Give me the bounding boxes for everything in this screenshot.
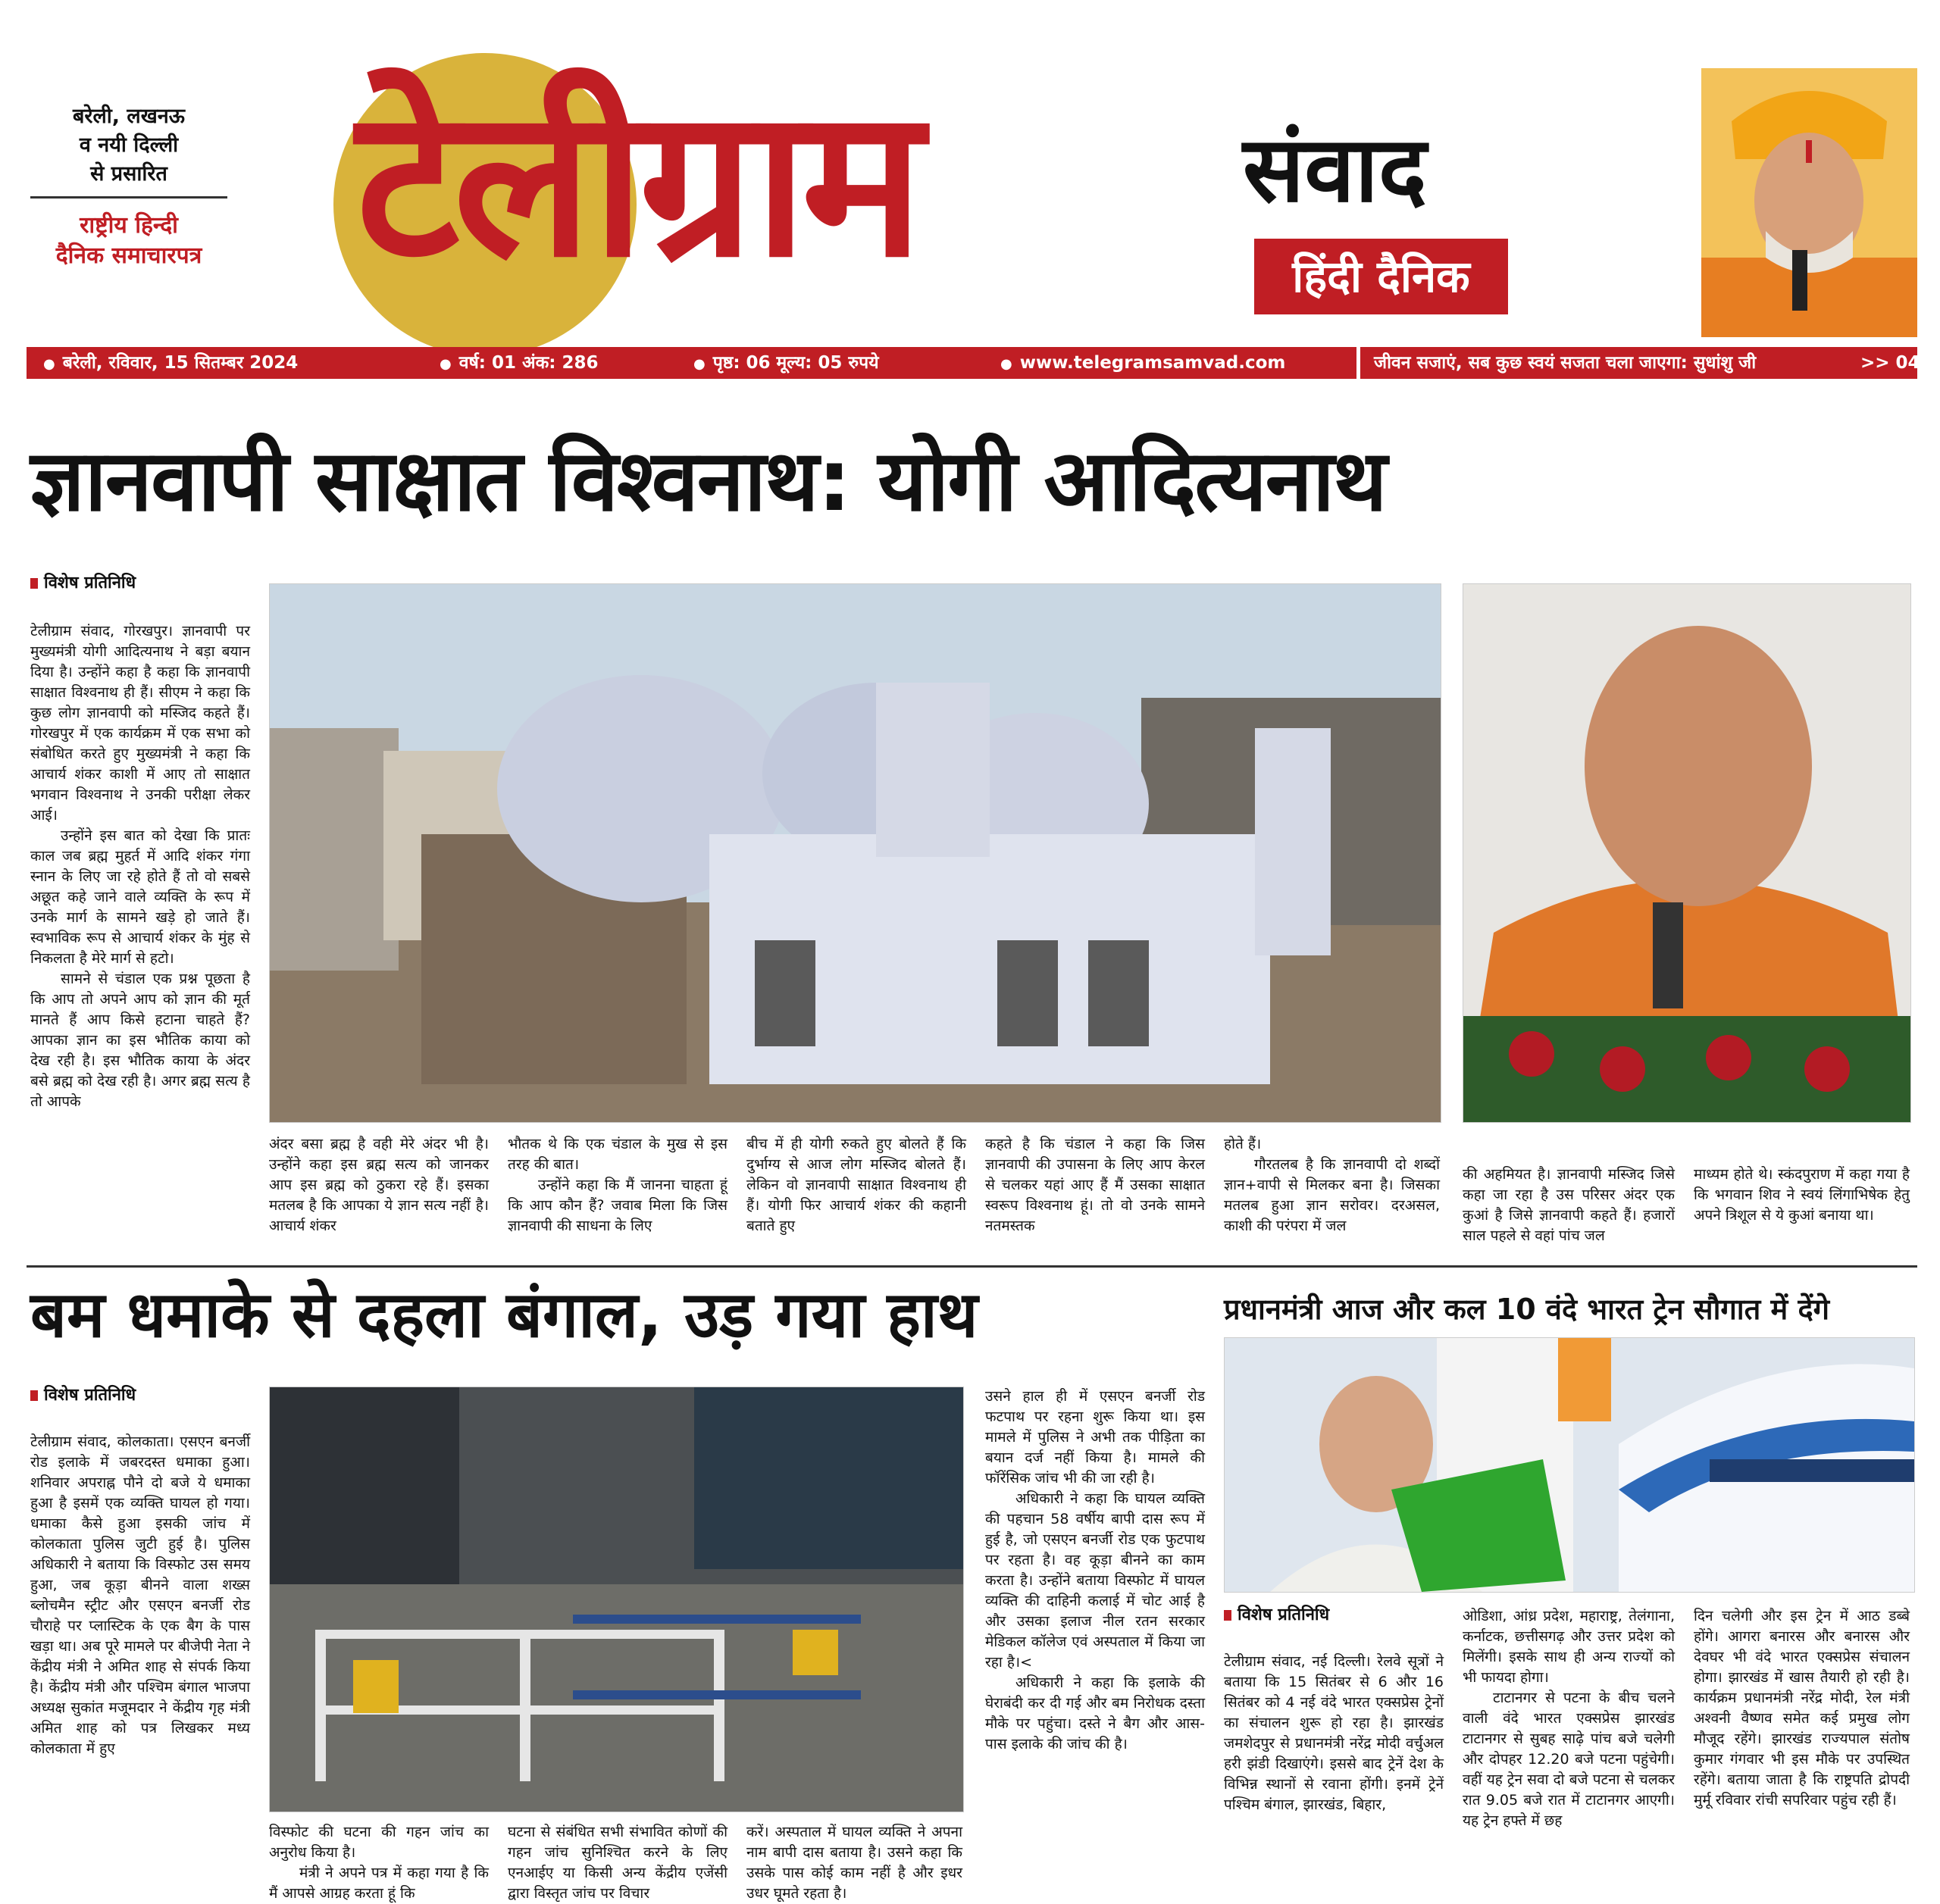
edition-line-2: व नयी दिल्ली (79, 133, 179, 157)
story1-column-7: की अहमियत है। ज्ञानवापी मस्जिद जिसे कहा जा रहा है उस परिसर अंदर एक कुआं है जिसे ज्ञानवापी कहते हैं। हजारों साल पहले से वहां पांच जल (1463, 1166, 1675, 1244)
story2-column-5 (985, 1387, 1205, 1755)
story1-column-4: बीच में ही योगी रुकते हुए बोलते हैं कि दुर्भाग्य से आज लोग मस्जिद बोलते हैं। लेकिन वो ज्ञानवापी साक्षात विश्वनाथ ही हैं। योगी फिर आचार्य शंकर की कहानी बताते हुए (746, 1136, 966, 1234)
edition-line-1: बरेली, लखनऊ (73, 105, 185, 128)
story1-col3-para-2: उन्होंने कहा कि मैं जानना चाहता हूं कि आप कौन हैं? जवाब मिला कि जिस ज्ञानवापी की साधना के लिए (508, 1177, 728, 1234)
kolkata-blast-photo (269, 1387, 964, 1812)
story1-col1-para-1: टेलीग्राम संवाद, गोरखपुर। ज्ञानवापी पर मुख्यमंत्री योगी आदित्यनाथ ने बड़ा बयान दिया है। उन्होंने कहा है कहा कि ज्ञानवापी साक्षात विश्वनाथ ही हैं। सीएम ने कहा कि कुछ लोग ज्ञानवापी को मस्जिद कहते हैं। गोरखपुर में एक कार्यक्रम में एक सभा को संबोधित करते हुए मुख्यमंत्री ने कहा कि आचार्य शंकर काशी में आए तो साक्षात भगवान विश्वनाथ ने उनकी परीक्षा लेकर आई। (30, 623, 250, 824)
section-divider (27, 1265, 1917, 1268)
story3-byline: विशेष प्रतिनिधि (1224, 1604, 1329, 1627)
story1-column-6 (1224, 1134, 1440, 1237)
story2-column-4: करें। अस्पताल में घायल व्यक्ति ने अपना नाम बापी दास बताया है। उसने कहा कि उसके पास कोई काम नहीं है और इधर उधर घूमते रहता है। (746, 1824, 962, 1902)
story3-col2-para-1: ओडिशा, आंध्र प्रदेश, महाराष्ट्र, तेलंगाना, कर्नाटक, छत्तीसगढ़ और उत्तर प्रदेश को मिलेंगी। इसके साथ ही अन्य राज्यों को भी फायदा होगा। (1463, 1608, 1675, 1686)
story1-byline: विशेष प्रतिनिधि (30, 572, 136, 595)
story2-column-3: घटना से संबंधित सभी संभावित कोणों की गहन जांच सुनिश्चित करने के लिए एनआईए या किसी अन्य केंद्रीय एजेंसी द्वारा विस्तृत जांच पर विचार (508, 1824, 728, 1902)
story2-column-1 (30, 1432, 250, 1759)
story1-col1-para-3: सामने से चंडाल एक प्रश्न पूछता है कि आप तो अपने आप को ज्ञान की मूर्त मानते हैं आप किसे हटाना चाहते हैं? आपका ज्ञान का इस भौतिक काया को देख रही है। इस भौतिक काया के अंदर बसे ब्रह्म को देख रही है। अगर ब्रह्म सत्य है तो आपके (30, 971, 250, 1110)
story2-headline: बम धमाके से दहला बंगाल, उड़ गया हाथ (30, 1277, 978, 1352)
gyanvapi-photo (269, 583, 1441, 1123)
place-date: ● बरेली, रविवार, 15 सितम्बर 2024 (43, 347, 298, 380)
pages-price: ● पृष्ठ: 06 मूल्य: 05 रुपये (693, 347, 879, 380)
edition-divider (30, 196, 227, 199)
story1-column-5: कहते है कि चंडाल ने कहा कि जिस ज्ञानवापी की उपासना के लिए आप केरल से चलकर यहां आए हैं मैं उसका साक्षात स्वरूप विश्वनाथ हूं। तो वो उनके सामने नतमस्तक (985, 1136, 1205, 1234)
story3-headline: प्रधानमंत्री आज और कल 10 वंदे भारत ट्रेन सौगात में देंगे (1224, 1293, 1830, 1326)
story1-col6-para-1: होते हैं। (1224, 1136, 1262, 1152)
story3-col1-para-1: टेलीग्राम संवाद, नई दिल्ली। रेलवे सूत्रों ने बताया कि 15 सितंबर से 6 और 16 सितंबर को 4 नई वंदे भारत एक्सप्रेस ट्रेनों का संचालन शुरू हो रहा है। झारखंड जमशेदपुर से प्रधानमंत्री नरेंद्र मोदी वर्चुअल हरी झंडी दिखाएंगे। इससे बाद ट्रेनें देश के विभिन्न स्थानों से रवाना होंगी। इनमें ट्रेनें पश्चिम बंगाल, झारखंड, बिहार, (1224, 1653, 1444, 1813)
teaser-text: जीवन सजाएं, सब कुछ स्वयं सजता चला जाएगा: सुधांशु जी (1374, 353, 1757, 373)
story2-byline: विशेष प्रतिनिधि (30, 1384, 136, 1407)
yogi-adityanath-photo (1463, 583, 1911, 1123)
logo-badge: हिंदी दैनिक (1254, 239, 1508, 314)
story2-column-2 (269, 1822, 489, 1904)
info-bar (27, 347, 1356, 379)
story1-headline: ज्ञानवापी साक्षात विश्वनाथ: योगी आदित्यनाथ (30, 432, 1386, 530)
website-link[interactable]: ● www.telegramsamvad.com (1000, 347, 1285, 380)
edition-line-5: दैनिक समाचारपत्र (55, 242, 202, 269)
story2-col1-para-1: टेलीग्राम संवाद, कोलकाता। एसएन बनर्जी रोड इलाके में जबरदस्त धमाका हुआ। शनिवार अपराह्न पौने दो बजे ये धमाका हुआ है इसमें एक व्यक्ति घायल हो गया। धमाका कैसे हुआ इसकी जांच में कोलकाता पुलिस जुटी हुई है। पुलिस अधिकारी ने बताया कि विस्फोट उस समय हुआ, जब कूड़ा बीनने वाला शख्स ब्लोचमैन स्ट्रीट और एसएन बनर्जी रोड चौराहे पर प्लास्टिक के एक बैग के पास खड़ा था। अब पूरे मामले पर बीजेपी नेता ने केंद्रीय मंत्री ने अमित शाह से संपर्क किया है। केंद्रीय मंत्री और पश्चिम बंगाल भाजपा अध्यक्ष सुकांत मजूमदार ने केंद्रीय गृह मंत्री अमित शाह को पत्र लिखकर मध्य कोलकाता में हुए (30, 1433, 250, 1757)
teaser-bar (1360, 347, 1920, 379)
year-issue: ● वर्ष: 01 अंक: 286 (440, 347, 598, 380)
story3-col2-para-2: टाटानगर से पटना के बीच चलने वाली वंदे भारत एक्सप्रेस झारखंड टाटानगर से सुबह साढ़े पांच बजे चलेगी और दोपहर 12.20 बजे पटना पहुंचेगी। वहीं यह ट्रेन सवा दो बजे पटना से चलकर रात 9.05 बजे रात में टाटानगर आएगी। यह ट्रेन हफ्ते में छह (1463, 1690, 1675, 1829)
story1-column-8: माध्यम होते थे। स्कंदपुराण में कहा गया है कि भगवान शिव ने स्वयं लिंगाभिषेक हेतु अपने त्रिशूल से ये कुआं बनाया था। (1694, 1166, 1910, 1224)
logo-side-text: संवाद (1243, 117, 1427, 223)
story2-col5-para-1: उसने हाल ही में एसएन बनर्जी रोड फटपाथ पर रहना शुरू किया था। इस मामले में पुलिस ने अभी तक पीड़िता का बयान दर्ज नहीं किया है। मामले की फॉरेंसिक जांच भी की जा रही है। (985, 1388, 1205, 1487)
story3-column-1 (1224, 1652, 1444, 1815)
story1-col6-para-2: गौरतलब है कि ज्ञानवापी दो शब्दों ज्ञान+वापी से मिलकर बना है। जिसका मतलब हुआ ज्ञान सरोवर। दरअसल, काशी की परंपरा में जल (1224, 1156, 1440, 1234)
edition-line-3: से प्रसारित (90, 162, 167, 186)
story3-column-2 (1463, 1606, 1675, 1831)
edition-line-4: राष्ट्रीय हिन्दी (80, 212, 178, 239)
story2-col5-para-3: अधिकारी ने कहा कि इलाके की घेराबंदी कर दी गई और बम निरोधक दस्ता मौके पर पहुंचा। दस्ते ने बैग और आस-पास इलाके की जांच की है। (985, 1674, 1205, 1752)
logo-main-text: टेलीग्राम (356, 61, 918, 302)
story2-col5-para-2: अधिकारी ने कहा कि घायल व्यक्ति की पहचान 58 वर्षीय बापी दास रूप में हुई है, जो एसएन बनर्जी रोड एक फुटपाथ पर रहता है। वह कूड़ा बीनने का काम करता है। उन्होंने बताया विस्फोट में घायल व्यक्ति की दाहिनी कलाई में चोट आई है और उसका इलाज नील रतन सरकार मेडिकल कॉलेज एवं अस्पताल में किया जा रहा है।< (985, 1490, 1205, 1671)
story2-col2-para-2: मंत्री ने अपने पत्र में कहा गया है कि मैं आपसे आग्रह करता हूं कि (269, 1865, 489, 1902)
story1-col3-para-1: भौतक थे कि एक चंडाल के मुख से इस तरह की बात। (508, 1136, 728, 1173)
story1-col1-para-2: उन्होंने इस बात को देखा कि प्रातः काल जब ब्रह्म मुहर्त में आदि शंकर गंगा स्नान के लिए जा रहे होते हैं तो वो सबसे अछूत कहे जाने वाले व्यक्ति के रूप में उनके मार्ग के सामने खड़े हो जाते हैं। स्वभाविक रूप से आचार्य शंकर के मुंह से निकलता है मेरे मार्ग से हटो। (30, 827, 250, 967)
edition-info (30, 102, 227, 271)
modi-vande-bharat-photo (1224, 1337, 1915, 1593)
story2-col2-para-1: विस्फोट की घटना की गहन जांच का अनुरोध किया है। (269, 1824, 489, 1861)
teaser-portrait-image (1701, 68, 1917, 337)
story1-column-3 (508, 1134, 728, 1237)
story3-column-3: दिन चलेगी और इस ट्रेन में आठ डब्बे होंगे। आगरा बनारस और बनारस और देवघर भी वंदे भारत एक्सप्रेस संचालन होगा। झारखंड में खास तैयारी हो रही है। कार्यक्रम प्रधानमंत्री नरेंद्र मोदी, रेल मंत्री अश्वनी वैष्णव समेत कई प्रमुख लोग मौजूद रहेंगे। झारखंड राज्यपाल संतोष कुमार गंगवार भी इस मौके पर उपस्थित रहेंगे। बताया जाता है कि राष्ट्रपति द्रोपदी मुर्मू रविवार रांची सपरिवार पहुंच रही हैं। (1694, 1608, 1910, 1809)
teaser-page: >> 04 (1860, 353, 1920, 373)
story1-column-1 (30, 621, 250, 1112)
story1-column-2: अंदर बसा ब्रह्म है वही मेरे अंदर भी है। उन्होंने कहा इस ब्रह्म सत्य को जानकर आप इस ब्रह्म को ठुकरा रहे हैं। इसका मतलब है कि आपका ये ज्ञान सत्य नहीं है। आचार्य शंकर (269, 1136, 489, 1234)
